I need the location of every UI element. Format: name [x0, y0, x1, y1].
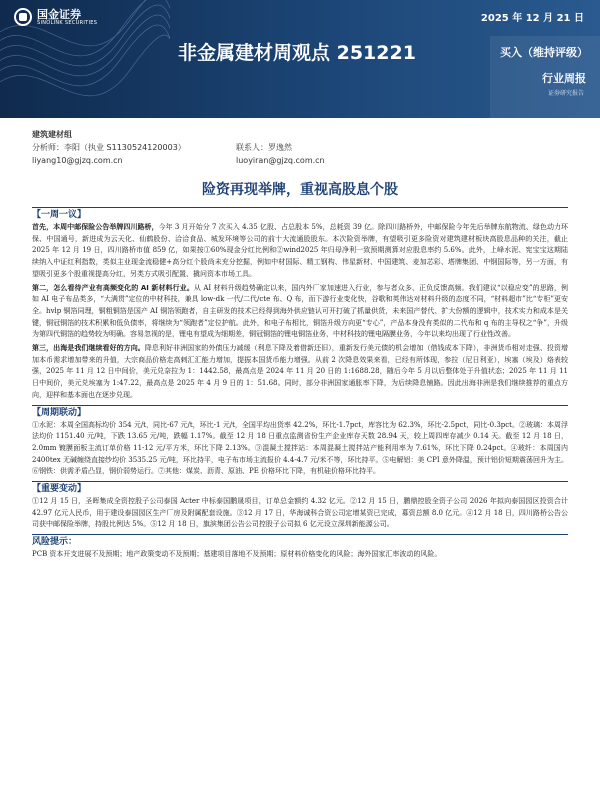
analyst-info [32, 128, 325, 167]
analyst-name: 分析师：李阳（执业 S1130524120003） [32, 143, 186, 152]
report-date: 2025 年 12 月 21 日 [480, 13, 584, 24]
paragraph-first-point [32, 222, 568, 281]
paragraph-text: 今年 3 月开始分 7 次买入 4.35 亿股、占总股本 5%，总耗资 39 亿。除四川路桥外，中邮保险今年先后举牌东航物流、绿色动力环保、中国通号，新进成为云天化、仙鹤股份、洽洽食品、城发环境等公司的前十大流通股股东。本次险资举牌，有望吸引更多险资对建筑建材板块高股息品种的关注，截止 2025 年 12 月 19 日，四川路桥市值 859 亿，如果按①60%现金分红比例和②wind2025 年归母净利一致预期测算对应股息率约 5.6%。此外，上峰水泥、宪宝宝这期陆续纳入中证红利指数，类似主业现金流稳健+高分红个股尚未充分挖掘，例如中材国际、精工钢构、伟星新材、中国建筑、麦加芯彩、塔牌集团、中钢国际等，另一方面，有望吸引更多个股重视提高分红，另类方式吸引配置、撬问资本市场工具。 [32, 223, 569, 278]
main-headline: 险资再现举牌，重视高股息个股 [202, 182, 398, 198]
paragraph-cycle-linkage: ①水泥：本周全国高标均价 354 元/t，同比-67 元/t，环比-1 元/t，全国平均出货率 42.2%，环比-1.7pct，库容比为 62.3%，环比-2.5pct，同比-0.3pct。②玻璃：本周浮法均价 1151.40 元/吨，下跌 13.65 元/吨，跌幅 1.17%。截至 12 月 18 日重点监测省份生产企业库存天数 28.94 天，较上周四库存减少 0.14 天。截至 12 月 18 日，2.0mm 镀膜面板主流订单价格 11-12 元/平方米，环比下降 2.13%。③混凝土搅拌站：本周混凝土搅拌站产能利用率为 7.61%，环比下降 0.24pct。④玻纤：本周国内 2400tex 无碱缠绕直接纱均价 3535.25 元/吨，环比持平，电子布市场主流报价 4.4-4.7 元/米不等，环比持平。⑤电解铝：美 CPI 意外降温，预计铝价短期震荡回升为主。⑥钢铁：供需矛盾凸显，钢价弱势运行。⑦其他：煤炭、沥青、原油、PE 价格环比下降，有机硅价格环比持平。 [32, 420, 568, 476]
report-title: 非金属建材周观点 251221 [178, 42, 416, 64]
section-cycle-linkage-heading: 【周期联动】 [32, 405, 568, 420]
logo-name-cn: 国金证券 [37, 7, 81, 21]
section-weekly-topic-heading: 【一周一议】 [32, 207, 568, 222]
report-subtype: 证券研究报告 [547, 90, 584, 97]
sector-group: 建筑建材组 [32, 130, 72, 139]
section-key-changes-heading: 【重要变动】 [32, 481, 568, 496]
logo-name-en: SINOLINK SECURITIES [37, 19, 98, 26]
report-type: 行业周报 [542, 72, 586, 85]
paragraph-second-point [32, 283, 568, 342]
paragraph-third-point [32, 343, 568, 402]
contact-name: 联系人：罗逸然 [236, 143, 292, 152]
paragraph-key-changes: ①12 月 15 日，圣晖集成全资控股子公司泰国 Acter 中标泰国鹏晟项目，订单总金额约 4.32 亿元。②12 月 15 日，鹏鼎控股全资子公司 2026 年拟向泰国园区投资合计 42.97 亿元人民币，用于建设泰国园区生产厂房及附属配套设施。③12 月 17 日，华海诚科合资公司定增某资已完成，募资总额 8.0 亿元。④12 月 18 日，四川路桥公告公司获中邮保险举牌，持股比例达 5%。⑤12 月 18 日，旗滨集团公告公司控股子公司拟 6 亿元设立深圳新能源公司。 [32, 497, 568, 529]
paragraph-lead: 首先，本周中邮保险公告举牌四川路桥， [32, 223, 159, 231]
investment-rating: 买入（维持评级） [500, 46, 588, 59]
paragraph-text: 从 AI 材料升级趋势确定以来，国内外厂家加速进入行业，参与者众多、正负反馈高频。我们建议“以稳应变”的思路，例如 AI 电子布品类多，“大满贯”定位的中材科技，兼具 low-dk 一代/二代/cte 布、Q 布，而下游行业变化快，谷歌和英伟达对材料升级的态度不同，“材料超市”比“专柜”更安全。hvlp 铜箔同理，铜粗铜箔是国产 AI 铜箔领跑者，自主研发的技术已经得到海外供应链认可开打破了抓量供货，未来国产替代、扩大份额的逻辑中，技术实力和成本是关键，铜冠铜箔的技术积累和低负债率，将继续为“领跑者”定位护航。此外，和电子布相比，铜箔升级方向更“专心”，产品本身没有类似的二代布和 q 布的主导权之“争”，升级为第四代铜箔的趋势较为明确。容易忽视的是，锂电有望成为细期差，铜冠铜箔的锂电铜箔业务，中材科技的锂电隔膜业务，今年以来均出现了行业性改善。 [32, 283, 568, 339]
paragraph-risk: PCB 资本开支进展不及预期；地产政策变动不及预期；基建项目落地不及预期；原材料价格变化的风险；海外国家汇率波动的风险。 [32, 550, 442, 559]
paragraph-text: 降息利好非洲国家的外债压力减缓（利息下降及着借新还旧），重新发行美元债的机会增加（借钱成本下降），非洲货币相对走强、投资增加本币需求增加带来的升值，大宗商品价格走高刺汇汇能力增加，提振本国货币能力增强。从前 2 次降息效果来看，已经有所体现，参拉（尼日利亚），埃塞（埃及）烙表较强，2025 年 11 月 12 日中间价，美元兑奈拉为 1：1442.58，最高点是 2024 年 11 月 20 日的 1:1688.28，随后今年 5 月以后整体处于升值状态；2025 年 11 月 11 日中间价，美元兑埃塞为 1:47.22，最高点是 2025 年 4 月 9 日的 1：51.68。同时，部分非洲国家通胀率下降，为后续降息铺路。因此出海非洲是我们继续推荐的重点方向，迎样和基本面也在逐步兑现。 [32, 344, 568, 399]
company-logo [14, 8, 97, 26]
report-body [32, 207, 568, 561]
contact-email[interactable]: luoyiran@gjzq.com.cn [236, 156, 325, 165]
analyst-email[interactable]: liyang10@gjzq.com.cn [32, 156, 123, 165]
report-header-banner [0, 0, 600, 118]
logo-mark-icon [14, 8, 32, 26]
section-risk-heading: 风险提示： [32, 534, 568, 549]
paragraph-lead: 第三，出海是我们继续看好的方向。 [32, 344, 145, 353]
paragraph-lead: 第二，怎么看待产业有高频变化的 AI 新材料行业。 [32, 283, 194, 292]
